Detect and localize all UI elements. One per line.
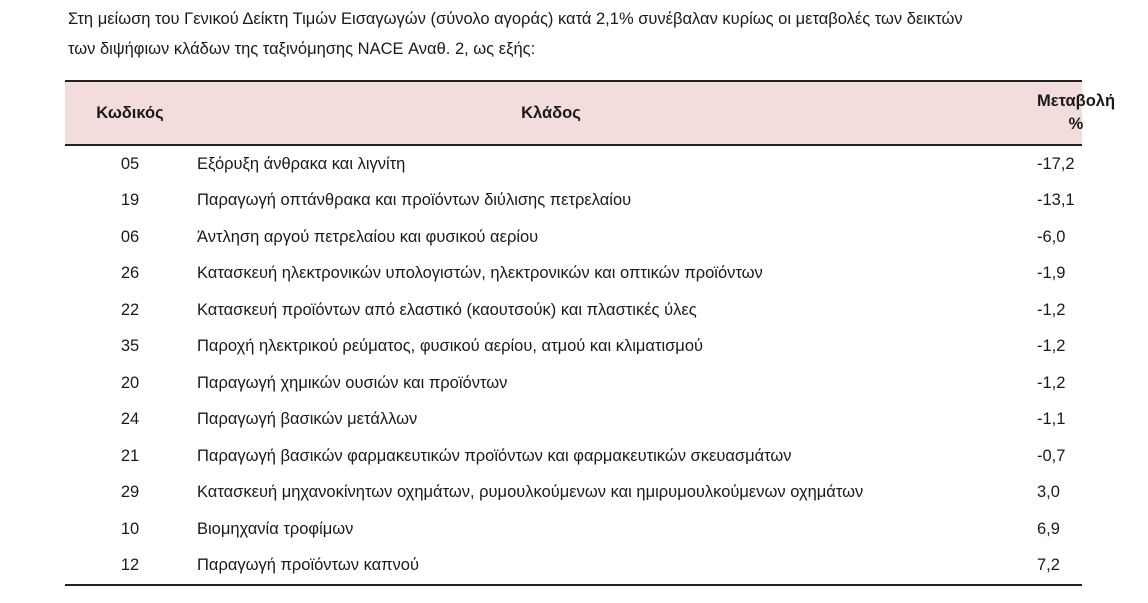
row-code: 05	[120, 154, 140, 173]
import-price-table	[65, 80, 1116, 586]
table-row	[65, 292, 1082, 329]
header-sector	[195, 81, 1037, 145]
table-row	[65, 183, 1082, 220]
row-sector	[195, 183, 1037, 220]
row-code: 26	[120, 264, 140, 283]
row-sector-label: Κατασκευή ηλεκτρονικών υπολογιστών, ηλεκτρονικών και οπτικών προϊόντων	[197, 264, 763, 283]
table-row	[65, 256, 1082, 293]
row-sector-label: Παραγωγή προϊόντων καπνού	[197, 556, 419, 575]
table-row	[65, 475, 1082, 512]
row-change: 6,9	[1037, 519, 1060, 538]
row-sector-label: Παραγωγή οπτάνθρακα και προϊόντων διύλισης πετρελαίου	[197, 191, 632, 210]
header-change-stack	[1037, 90, 1115, 136]
header-change	[1037, 81, 1116, 145]
row-sector	[195, 365, 1037, 402]
table-row	[65, 365, 1082, 402]
row-sector-label: Κατασκευή προϊόντων από ελαστικό (καουτσούκ) και πλαστικές ύλες	[197, 300, 697, 319]
row-sector	[195, 548, 1037, 586]
row-sector	[195, 402, 1037, 439]
table-row	[65, 438, 1082, 475]
row-sector	[195, 145, 1037, 183]
row-sector-label: Βιομηχανία τροφίμων	[197, 519, 354, 538]
row-sector-label: Παραγωγή βασικών μετάλλων	[197, 410, 418, 429]
row-change: -1,2	[1037, 373, 1066, 392]
row-sector	[195, 438, 1037, 475]
table-row	[65, 145, 1082, 183]
row-change: -1,9	[1037, 264, 1066, 283]
row-sector-label: Παραγωγή βασικών φαρμακευτικών προϊόντων και φαρμακευτικών σκευασμάτων	[197, 446, 792, 465]
table-row	[65, 219, 1082, 256]
row-sector-label: Παραγωγή χημικών ουσιών και προϊόντων	[197, 373, 508, 392]
table-row	[65, 402, 1082, 439]
row-change: -0,7	[1037, 446, 1066, 465]
row-change: -1,2	[1037, 337, 1066, 356]
row-change: -17,2	[1037, 154, 1075, 173]
table-row	[65, 329, 1082, 366]
row-sector-label: Κατασκευή μηχανοκίνητων οχημάτων, ρυμουλκούμενων και ημιρυμουλκούμενων οχημάτων	[197, 483, 864, 502]
row-sector	[195, 475, 1037, 512]
header-sector-label: Κλάδος	[521, 103, 581, 122]
row-code: 29	[120, 483, 140, 502]
header-change-line-2: %	[1068, 115, 1084, 133]
row-change: -1,2	[1037, 300, 1066, 319]
intro-paragraph	[68, 4, 1128, 64]
sector-change-table	[65, 80, 1116, 586]
row-sector	[195, 511, 1037, 548]
row-change: -13,1	[1037, 191, 1075, 210]
row-change: -1,1	[1037, 410, 1066, 429]
table-row	[65, 548, 1082, 586]
row-sector	[195, 219, 1037, 256]
row-sector-label: Άντληση αργού πετρελαίου και φυσικού αερίου	[197, 227, 539, 246]
row-sector	[195, 292, 1037, 329]
row-change: 7,2	[1037, 548, 1082, 586]
row-code: 19	[120, 191, 140, 210]
intro-line-2: των διψήφιων κλάδων της ταξινόμησης NACE Αναθ. 2, ως εξής:	[68, 40, 536, 58]
header-code: Κωδικός	[65, 81, 195, 145]
intro-line-1: Στη μείωση του Γενικού Δείκτη Τιμών Εισαγωγών (σύνολο αγοράς) κατά 2,1% συνέβαλαν κυρίως οι μεταβολές των δεικτών	[68, 10, 963, 28]
row-code: 24	[120, 410, 140, 429]
row-sector-label: Εξόρυξη άνθρακα και λιγνίτη	[197, 154, 406, 173]
row-change: -6,0	[1037, 227, 1066, 246]
row-code: 21	[120, 446, 140, 465]
row-code: 20	[120, 373, 140, 392]
row-code: 06	[120, 227, 140, 246]
table-body	[65, 145, 1082, 585]
row-change: 3,0	[1037, 483, 1060, 502]
table-row	[65, 511, 1082, 548]
row-code: 22	[120, 300, 140, 319]
row-code: 35	[120, 337, 140, 356]
header-row	[65, 81, 1082, 145]
row-sector	[195, 329, 1037, 366]
row-sector-label: Παροχή ηλεκτρικού ρεύματος, φυσικού αερίου, ατμού και κλιματισμού	[197, 337, 704, 356]
row-code: 10	[120, 519, 140, 538]
header-change-line-1: Μεταβολή	[1037, 92, 1116, 110]
row-code: 12	[65, 548, 195, 586]
table-header	[65, 81, 1116, 145]
row-sector	[195, 256, 1037, 293]
